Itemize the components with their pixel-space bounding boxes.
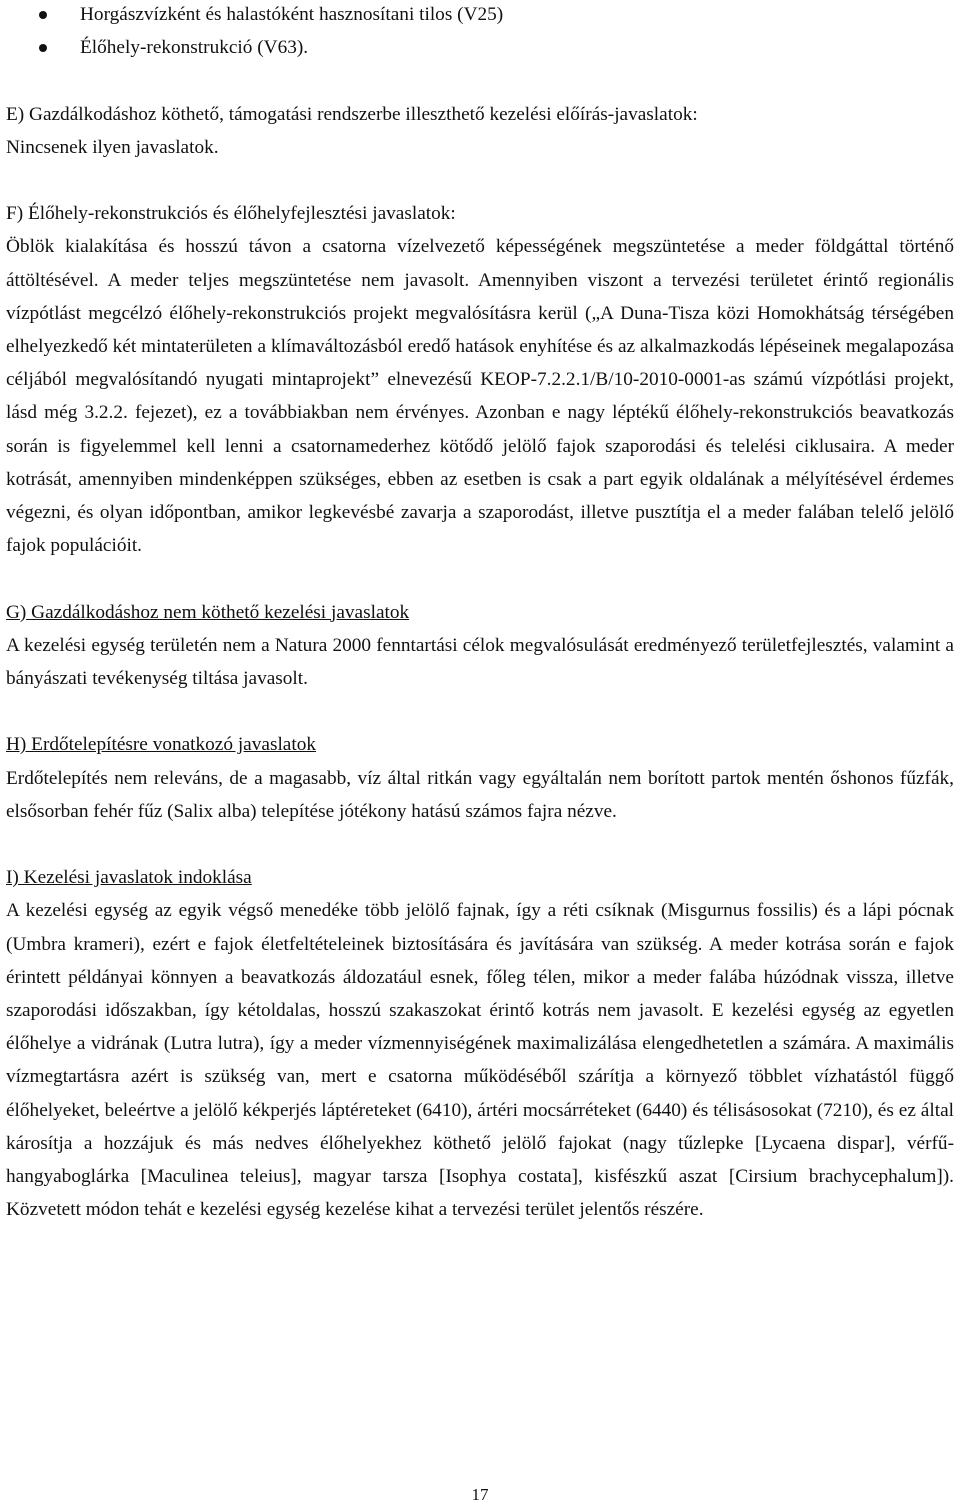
- section-g-text: A kezelési egység területén nem a Natura 2000 fenntartási célok megvalósulását eredményező területfejlesztés, valamint a bányászati tevékenység tiltása javasolt.: [6, 634, 954, 689]
- section-g-heading: G) Gazdálkodáshoz nem köthető kezelési javaslatok: [6, 601, 410, 623]
- blank-line: [6, 562, 954, 595]
- blank-line: [6, 695, 954, 728]
- measure-bullet-list: [6, 0, 954, 64]
- section-h-text: Erdőtelepítés nem releváns, de a magasabb, víz által ritkán vagy egyáltalán nem borított partok mentén őshonos fűzfák, elsősorban fehér fűz (Salix alba) telepítése jótékony hatású számos fajra nézve.: [6, 767, 954, 822]
- blank-line: [6, 64, 954, 97]
- bullet-item: [6, 0, 954, 31]
- bullet-text: Élőhely-rekonstrukció (V63).: [80, 37, 309, 59]
- section-i-text: A kezelési egység az egyik végső menedéke több jelölő fajnak, így a réti csíknak (Misgurnus fossilis) és a lápi pócnak (Umbra krameri), ezért e fajok életfeltételeinek biztosítására és javítására van szükség. A meder kotrása során e fajok érintett példányai könnyen a beavatkozás áldozatául esnek, főleg télen, mikor a meder falába húzódnak vissza, illetve szaporodási időszakban, így kétoldalas, hosszú szakaszokat érintő kotrás nem javasolt. E kezelési egység az egyetlen élőhelye a vidrának (Lutra lutra), így a meder vízmennyiségének maximalizálása elengedhetetlen a számára. A maximális vízmegtartásra azért is szükség van, mert e csatorna működéséből szárítja a környező többlet vízhatástól függő élőhelyeket, beleértve a jelölő kékperjés láptéreteket (6410), ártéri mocsárréteket (6440) és télisásosokat (7210), és ez által károsítja a hozzájuk és más nedves élőhelyekhez köthető jelölő fajokat (nagy tűzlepke [Lycaena dispar], vérfű-hangyaboglárka [Maculinea teleius], magyar tarsza [Isophya costata], kisfészkű aszat [Cirsium brachycephalum]). Közvetett módon tehát e kezelési egység kezelése kihat a tervezési terület jelentős részére.: [6, 900, 954, 1221]
- section-i-heading: I) Kezelési javaslatok indoklása: [6, 867, 252, 889]
- bullet-dot-icon: [39, 44, 47, 52]
- section-e-text: Nincsenek ilyen javaslatok.: [6, 136, 219, 158]
- bullet-item: [6, 31, 954, 64]
- blank-line: [6, 828, 954, 861]
- section-e-heading: E) Gazdálkodáshoz köthető, támogatási rendszerbe illeszthető kezelési előírás-javaslatok:: [6, 103, 698, 125]
- page-number: 17: [471, 1485, 489, 1504]
- blank-line: [6, 164, 954, 197]
- section-h-heading: H) Erdőtelepítésre vonatkozó javaslatok: [6, 734, 316, 756]
- bullet-text: Horgászvízként és halastóként hasznosítani tilos (V25): [80, 4, 504, 25]
- section-f-text: Öblök kialakítása és hosszú távon a csatorna vízelvezető képességének megszüntetése a meder földgáttal történő áttöltésével. A meder teljes megszüntetése nem javasolt. Amennyiben viszont a tervezési területet érintő regionális vízpótlást megcélzó élőhely-rekonstrukciós projekt megvalósításra kerül („A Duna-Tisza közi Homokhátság térségében elhelyezkedő két mintaterületen a klímaváltozásból eredő hatások enyhítése és az alkalmazkodás lépéseinek megalapozása céljából megvalósítandó nyugati mintaprojekt” elnevezésű KEOP-7.2.2.1/B/10-2010-0001-as számú vízpótlási projekt, lásd még 3.2.2. fejezet), ez a továbbiakban nem érvényes. Azonban e nagy léptékű élőhely-rekonstrukciós beavatkozás során is figyelemmel kell lenni a csatornamederhez kötődő jelölő fajok szaporodási és telelési ciklusaira. A meder kotrását, amennyiben mindenképpen szükséges, ebben az esetben is csak a part egyik oldalának a mélyítésével érdemes végezni, és olyan időpontban, amikor legkevésbé zavarja a szaporodást, illetve pusztítja el a meder falában telelő jelölő fajok populációit.: [6, 236, 954, 557]
- document-page: [6, 0, 954, 1226]
- section-f-heading: F) Élőhely-rekonstrukciós és élőhelyfejlesztési javaslatok:: [6, 203, 456, 225]
- bullet-dot-icon: [39, 11, 47, 19]
